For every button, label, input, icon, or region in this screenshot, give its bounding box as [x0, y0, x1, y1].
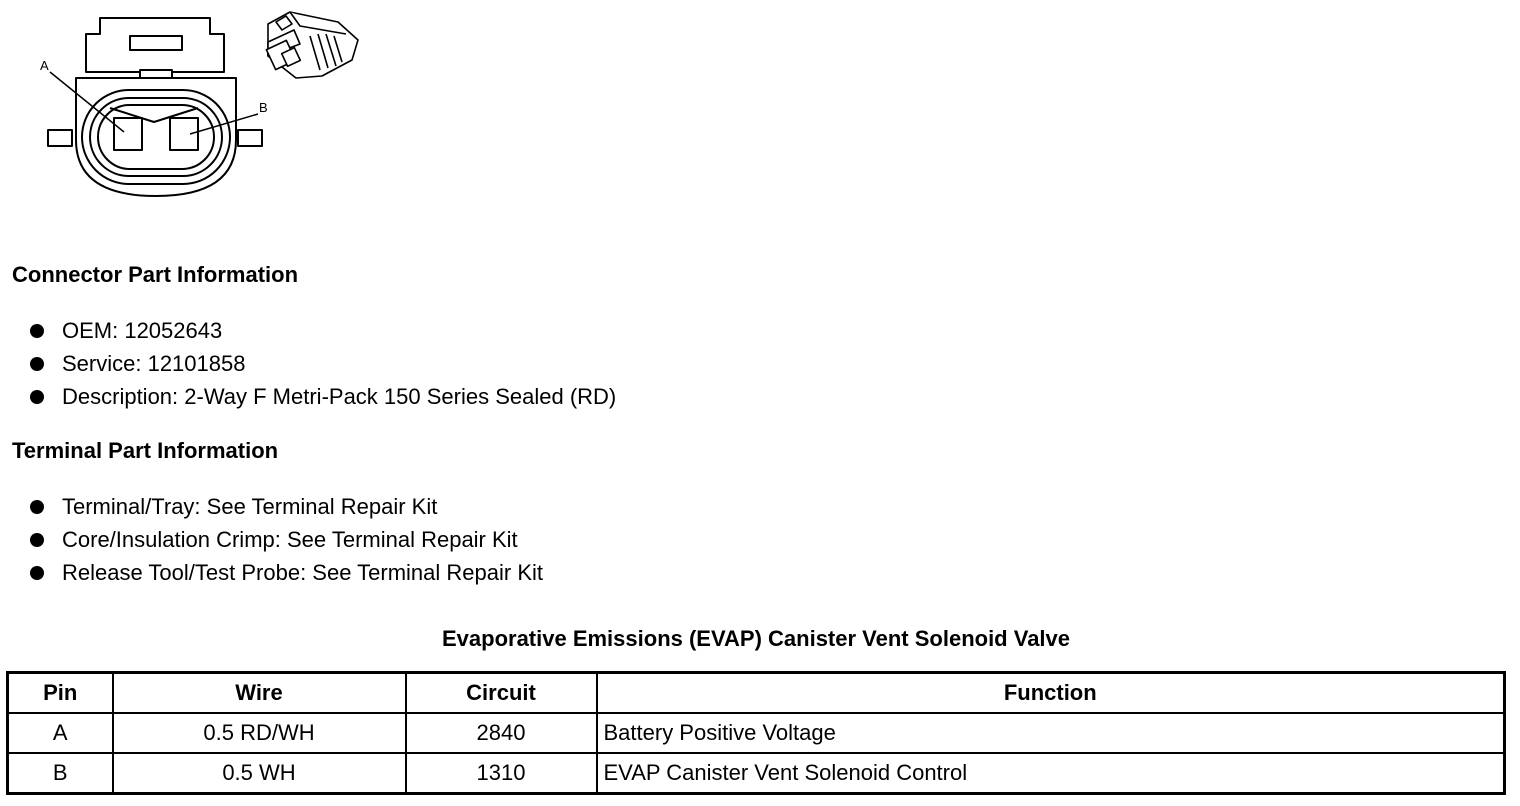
bullet-icon	[30, 390, 44, 404]
table-title: Evaporative Emissions (EVAP) Canister Vent Solenoid Valve	[441, 626, 1071, 651]
terminal-part-heading: Terminal Part Information	[12, 438, 279, 463]
bullet-icon	[30, 324, 44, 338]
cell-pin: A	[8, 713, 113, 753]
connector-part-list	[30, 314, 616, 413]
list-item: Service: 12101858	[30, 347, 616, 380]
bullet-icon	[30, 533, 44, 547]
left-ear	[48, 130, 72, 146]
header-circuit: Circuit	[406, 673, 597, 714]
list-item: Description: 2-Way F Metri-Pack 150 Series Sealed (RD)	[30, 380, 616, 413]
pinout-table	[6, 671, 1506, 795]
connector-thumbnail	[266, 12, 358, 78]
cavity-a	[114, 118, 142, 150]
cell-circuit: 1310	[406, 753, 597, 794]
list-item: Core/Insulation Crimp: See Terminal Repair Kit	[30, 523, 543, 556]
pin-label-b: B	[259, 100, 268, 115]
cell-circuit: 2840	[406, 713, 597, 753]
pin-label-a: A	[40, 58, 49, 73]
connector-part-heading: Connector Part Information	[12, 262, 299, 287]
cell-pin: B	[8, 753, 113, 794]
list-item: Terminal/Tray: See Terminal Repair Kit	[30, 490, 543, 523]
cell-wire: 0.5 WH	[113, 753, 406, 794]
right-ear	[238, 130, 262, 146]
table-row	[8, 713, 1505, 753]
list-item: OEM: 12052643	[30, 314, 616, 347]
cell-function: Battery Positive Voltage	[597, 713, 1505, 753]
header-pin: Pin	[8, 673, 113, 714]
list-item: Release Tool/Test Probe: See Terminal Repair Kit	[30, 556, 543, 589]
header-wire: Wire	[113, 673, 406, 714]
bullet-icon	[30, 566, 44, 580]
cavity-b	[170, 118, 198, 150]
bullet-icon	[30, 357, 44, 371]
cell-function: EVAP Canister Vent Solenoid Control	[597, 753, 1505, 794]
connector-diagram	[0, 0, 380, 210]
table-row	[8, 753, 1505, 794]
table-header-row	[8, 673, 1505, 714]
cell-wire: 0.5 RD/WH	[113, 713, 406, 753]
header-function: Function	[597, 673, 1505, 714]
terminal-part-list	[30, 490, 543, 589]
latch-window	[130, 36, 182, 50]
bullet-icon	[30, 500, 44, 514]
